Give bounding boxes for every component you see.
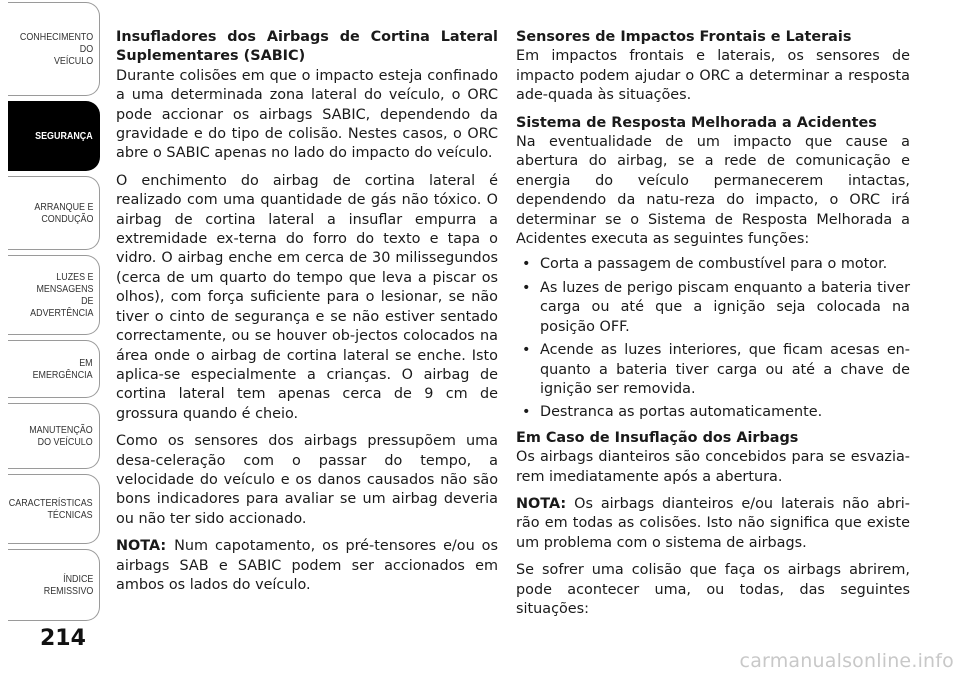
- heading-insuflacao: Em Caso de Insuflação dos Airbags: [516, 429, 799, 446]
- heading-sistema-resposta: Sistema de Resposta Melhorada a Acidentes: [516, 114, 877, 131]
- list-item: • Destranca as portas automaticamente.: [516, 403, 910, 422]
- note-label: NOTA:: [116, 538, 167, 555]
- watermark: carmanualsonline.info: [739, 650, 954, 672]
- paragraph: Durante colisões em que o impacto esteja confinado a uma determinada zona lateral do veículo, o ORC pode accionar os airbags SABIC, dependendo da gravidade e do tipo de colisão. Nestes casos, o ORC abre o SABIC apenas no lado do impacto do veículo.: [116, 67, 498, 162]
- list-item: • Acende as luzes interiores, que ficam acesas en-quanto a bateria tiver carga ou até a chave de ignição ser removida.: [516, 341, 910, 399]
- list-item: • As luzes de perigo piscam enquanto a bateria tiver carga ou até que a ignição seja colocada na posição OFF.: [516, 279, 910, 337]
- tab-seguranca[interactable]: SEGURANÇA: [8, 101, 100, 171]
- left-column: [116, 28, 498, 603]
- heading-sensores: Sensores de Impactos Frontais e Laterais: [516, 29, 852, 45]
- paragraph: Como os sensores dos airbags pressupõem uma desa-celeração com o passar do tempo, a velocidade do veículo e os danos causados não são bons indicadores para avaliar se um airbag deveria ou não ter sido accionado.: [116, 433, 498, 527]
- tab-arranque[interactable]: ARRANQUE E CONDUÇÃO: [8, 176, 100, 250]
- sidebar-nav: [0, 0, 103, 678]
- page-number: 214: [40, 626, 86, 651]
- paragraph: Os airbags dianteiros são concebidos para se esvazia-rem imediatamente após a abertura.: [516, 449, 910, 485]
- paragraph: Na eventualidade de um impacto que cause a abertura do airbag, se a rede de comunicação e energia do veículo permanecerem intactas, dependendo da natu-reza do impacto, o ORC irá determinar se o Sistema de Resposta Melhorada a Acidentes executa as seguintes funções:: [516, 134, 910, 248]
- note-text: Os airbags dianteiros e/ou laterais não abri-rão em todas as colisões. Isto não significa que existe um problema com o sistema de airbags.: [516, 495, 910, 551]
- note-paragraph: [116, 537, 498, 595]
- tab-indice[interactable]: ÍNDICE REMISSIVO: [8, 549, 100, 621]
- heading-sabic: Insufladores dos Airbags de Cortina Lateral Suplementares (SABIC): [116, 29, 498, 65]
- tab-caracteristicas[interactable]: CARACTERÍSTICAS TÉCNICAS: [8, 474, 100, 544]
- right-column: [516, 28, 910, 627]
- list-item: • Corta a passagem de combustível para o motor.: [516, 255, 910, 274]
- note-paragraph: [516, 495, 910, 553]
- function-list: [516, 255, 910, 422]
- tab-conhecimento[interactable]: CONHECIMENTO DO VEÍCULO: [8, 2, 100, 96]
- tab-luzes[interactable]: LUZES E MENSAGENS DE ADVERTÊNCIA: [8, 255, 100, 335]
- paragraph: Se sofrer uma colisão que faça os airbags abrirem, pode acontecer uma, ou todas, das seguintes situações:: [516, 562, 910, 617]
- note-label: NOTA:: [516, 495, 567, 512]
- tab-emergencia[interactable]: EM EMERGÊNCIA: [8, 340, 100, 398]
- note-text: Num capotamento, os pré-tensores e/ou os airbags SAB e SABIC podem ser accionados em ambos os lados do veículo.: [116, 538, 498, 593]
- tab-manutencao[interactable]: MANUTENÇÃO DO VEÍCULO: [8, 403, 100, 469]
- paragraph: Em impactos frontais e laterais, os sensores de impacto podem ajudar o ORC a determinar a resposta ade-quada às situações.: [516, 48, 910, 104]
- paragraph: O enchimento do airbag de cortina lateral é realizado com uma quantidade de gás não tóxico. O airbag de cortina lateral a insuflar empurra a extremidade ex-terna do forro do texto e tapa o vidro. O airbag enche em cerca de 30 milissegundos (cerca de um quarto do tempo que leva a piscar os olhos), com força suficiente para o lesionar, se não tiver o cinto de segurança e se não estiver sentado correctamente, ou se houver ob-jectos colocados na área onde o airbag de cortina lateral se enche. Isto aplica-se especialmente a crianças. O airbag de cortina lateral tem apenas cerca de 9 cm de grossura quando é cheio.: [116, 172, 498, 422]
